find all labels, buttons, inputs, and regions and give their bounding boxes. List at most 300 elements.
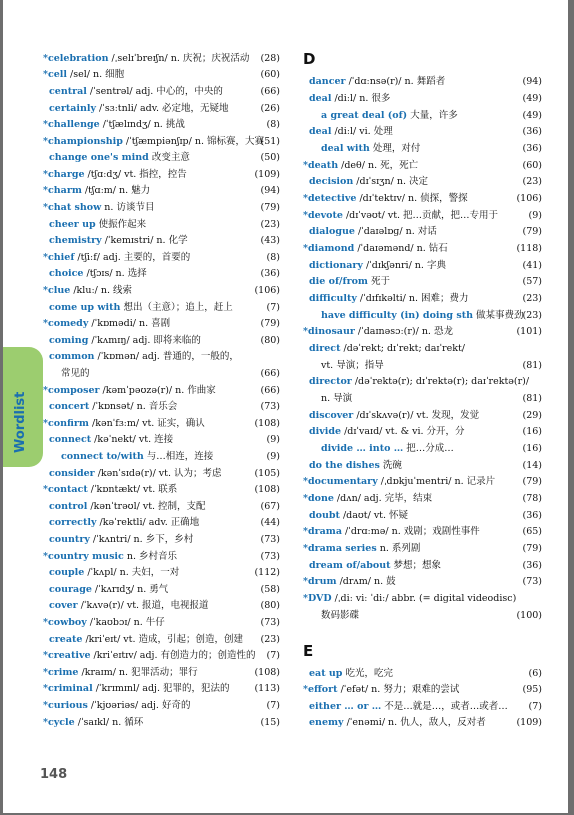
unit-reference: (73) (260, 534, 280, 545)
headword: deal with (321, 143, 370, 154)
definition: /kənˈsɪdə(r)/ vt. 认为；考虑 (94, 468, 222, 479)
star-marker: * (43, 484, 48, 495)
headword: difficulty (309, 293, 357, 304)
headword: championship (47, 136, 123, 147)
unit-reference: (80) (260, 335, 280, 346)
entry-row (321, 110, 542, 122)
entry-row (43, 551, 280, 563)
headword: common (49, 351, 95, 362)
headword: cell (47, 69, 68, 80)
definition: /kənˈtrəʊl/ vt. 控制，支配 (87, 501, 206, 512)
star-marker: * (303, 210, 308, 221)
unit-reference: (108) (254, 418, 280, 429)
definition: /daʊt/ vt. 怀疑 (339, 510, 409, 521)
unit-reference: (79) (522, 543, 542, 554)
entry-row (49, 468, 280, 480)
definition: /tʃɑːdʒ/ vt. 指控，控告 (84, 169, 187, 180)
headword: couple (49, 567, 85, 578)
definition: /ˈdaɪəlɒɡ/ n. 对话 (354, 226, 437, 237)
headword: challenge (47, 119, 100, 130)
unit-reference: (94) (522, 76, 542, 87)
definition: /dəˈrekt; dɪˈrekt; daɪˈrekt/ (340, 343, 466, 354)
definition: /ˈkɒnsət/ n. 音乐会 (89, 401, 178, 412)
definition: /ˈkʌntri/ n. 乡下，乡村 (89, 534, 194, 545)
unit-reference: (81) (522, 360, 542, 371)
entry-row (43, 484, 280, 496)
entry-row (309, 293, 542, 305)
entry-row (303, 210, 542, 222)
definition: 死于 (367, 276, 391, 287)
definition: /ˈkʌpl/ n. 夫妇，一对 (84, 567, 180, 578)
star-marker: * (43, 318, 48, 329)
unit-reference: (67) (260, 501, 280, 512)
entry-row (321, 443, 542, 455)
definition: /ˈenəmi/ n. 仇人，敌人，反对者 (343, 717, 486, 728)
star-marker: * (303, 326, 308, 337)
unit-reference: (7) (266, 700, 280, 711)
unit-reference: (8) (266, 119, 280, 130)
entry-row (43, 119, 280, 131)
definition: /ˈdɑːnsə(r)/ n. 舞蹈者 (345, 76, 446, 87)
headword: cover (49, 600, 78, 611)
unit-reference: (7) (266, 650, 280, 661)
unit-reference: (106) (516, 193, 542, 204)
star-marker: * (303, 593, 308, 604)
definition: /dɪˈskʌvə(r)/ vt. 发现，发觉 (353, 410, 480, 421)
unit-reference: (79) (260, 318, 280, 329)
headword: drama (307, 526, 342, 537)
entry-row (49, 86, 280, 98)
definition: 想出（主意）；追上，赶上 (120, 302, 233, 313)
star-marker: * (43, 385, 48, 396)
entry-row (49, 501, 280, 513)
star-marker: * (43, 169, 48, 180)
star-marker: * (43, 136, 48, 147)
definition: /ˈkɒmən/ adj. 普通的，一般的， (94, 351, 239, 362)
unit-reference: (79) (522, 226, 542, 237)
entry-row (43, 318, 280, 330)
definition: /ˈkjʊəriəs/ adj. 好奇的 (87, 700, 191, 711)
entry-row (309, 276, 542, 288)
star-marker: * (43, 252, 48, 263)
definition: /kriˈeɪt/ vt. 造成，引起；创造，创建 (82, 634, 244, 645)
unit-reference: (101) (516, 326, 542, 337)
unit-reference: (36) (522, 143, 542, 154)
definition: /dɪˈtektɪv/ n. 侦探，警探 (356, 193, 468, 204)
entry-row (309, 376, 542, 388)
headword: courage (49, 584, 92, 595)
unit-reference: (29) (522, 410, 542, 421)
headword: certainly (49, 103, 97, 114)
unit-reference: (43) (260, 235, 280, 246)
headword: deal (309, 93, 332, 104)
definition: /kənˈfɜːm/ vt. 证实，确认 (88, 418, 205, 429)
headword: enemy (309, 717, 344, 728)
entry-row (309, 176, 542, 188)
definition: /kriˈeɪtɪv/ adj. 有创造力的；创造性的 (90, 650, 256, 661)
definition: /dɪˈsɪʒn/ n. 决定 (353, 176, 429, 187)
entry-row (303, 326, 542, 338)
headword: effort (307, 684, 338, 695)
definition: /dɪˈvəʊt/ vt. 把…贡献，把…专用于 (342, 210, 499, 221)
star-marker: * (303, 160, 308, 171)
definition: /ˈkɒmədi/ n. 喜剧 (88, 318, 171, 329)
definition: /ˈtʃæmpiənʃɪp/ n. 锦标赛，大赛 (122, 136, 264, 147)
definition: /drʌm/ n. 鼓 (336, 576, 396, 587)
headword: decision (309, 176, 354, 187)
star-marker: * (303, 493, 308, 504)
definition: /ˈsɜːtnli/ adv. 必定地，无疑地 (96, 103, 229, 114)
entry-row (43, 418, 280, 430)
unit-reference: (79) (260, 202, 280, 213)
headword: divide … into … (321, 443, 404, 454)
headword: chief (47, 252, 75, 263)
headword: dictionary (309, 260, 363, 271)
unit-reference: (95) (522, 684, 542, 695)
entry-row (303, 160, 542, 172)
entry-row (303, 576, 542, 588)
definition: /ˈdɪfɪkəlti/ n. 困难；费力 (356, 293, 469, 304)
unit-reference: (73) (260, 401, 280, 412)
definition: n. 系列剧 (376, 543, 421, 554)
entry-row (303, 543, 542, 555)
unit-reference: (73) (260, 551, 280, 562)
star-marker: * (43, 717, 48, 728)
definition: /ˈkʌvə(r)/ vt. 报道，电视报道 (77, 600, 209, 611)
unit-reference: (7) (528, 701, 542, 712)
entry-row (321, 310, 542, 322)
unit-reference: (23) (522, 310, 542, 321)
headword: concert (49, 401, 90, 412)
definition: /ˈtʃælɪndʒ/ n. 挑战 (99, 119, 185, 130)
headword: director (309, 376, 352, 387)
entry-row (303, 193, 542, 205)
entry-row (49, 235, 280, 247)
entry-row (303, 593, 542, 605)
unit-reference: (66) (260, 385, 280, 396)
star-marker: * (43, 617, 48, 628)
definition: 使振作起来 (95, 219, 147, 230)
definition: 洗碗 (379, 460, 402, 471)
definition: 梦想；想象 (390, 560, 442, 571)
star-marker: * (303, 543, 308, 554)
unit-reference: (94) (260, 185, 280, 196)
star-marker: * (43, 285, 48, 296)
unit-reference: (15) (260, 717, 280, 728)
headword: documentary (307, 476, 378, 487)
entry-row (49, 335, 280, 347)
entry-row (43, 136, 280, 148)
definition: /kəˈnekt/ vt. 连接 (91, 434, 174, 445)
unit-reference: (79) (522, 476, 542, 487)
side-tab-label: Wordlist (13, 391, 28, 453)
page-number: 148 (40, 767, 68, 782)
definition: /ˈdɪkʃənri/ n. 字典 (362, 260, 446, 271)
headword: have difficulty (in) doing sth (321, 310, 474, 321)
headword: detective (307, 193, 357, 204)
entry-row (321, 360, 542, 372)
definition: /ˈkɒntækt/ vt. 联系 (87, 484, 178, 495)
headword: cycle (47, 717, 75, 728)
headword: chemistry (49, 235, 102, 246)
entry-row (321, 610, 542, 622)
unit-reference: (6) (528, 668, 542, 679)
unit-reference: (49) (522, 110, 542, 121)
definition: /ˈdaɪnəsɔː(r)/ n. 恐龙 (354, 326, 453, 337)
unit-reference: (7) (266, 302, 280, 313)
definition: 把…分成… (403, 443, 454, 454)
entry-row (49, 434, 280, 446)
unit-reference: (23) (522, 293, 542, 304)
definition: /ˈkaʊbɔɪ/ n. 牛仔 (86, 617, 165, 628)
headword: confirm (47, 418, 89, 429)
headword: cowboy (47, 617, 87, 628)
headword: criminal (47, 683, 93, 694)
headword: country music (47, 551, 124, 562)
headword: curious (47, 700, 88, 711)
definition: /ˈkrɪmɪnl/ adj. 犯罪的，犯法的 (92, 683, 230, 694)
entry-row (49, 534, 280, 546)
headword: come up with (49, 302, 121, 313)
entry-row (309, 226, 542, 238)
headword: control (49, 501, 88, 512)
headword: composer (47, 385, 100, 396)
unit-reference: (60) (522, 160, 542, 171)
headword: drama series (307, 543, 377, 554)
definition: 改变主意 (148, 152, 190, 163)
definition: /kəˈrektli/ adv. 正确地 (96, 517, 200, 528)
star-marker: * (303, 526, 308, 537)
entry-row (49, 103, 280, 115)
unit-reference: (23) (522, 176, 542, 187)
definition: /ˌdɒkjuˈmentri/ n. 记录片 (377, 476, 496, 487)
definition: /kəmˈpəʊzə(r)/ n. 作曲家 (99, 385, 216, 396)
definition: /ˌselɪˈbreɪʃn/ n. 庆祝；庆祝活动 (108, 53, 250, 64)
entry-row (43, 650, 280, 662)
headword: create (49, 634, 83, 645)
unit-reference: (8) (266, 252, 280, 263)
entry-row (43, 53, 280, 65)
entry-row (309, 410, 542, 422)
definition: /deθ/ n. 死，死亡 (338, 160, 419, 171)
unit-reference: (14) (522, 460, 542, 471)
entry-row (309, 93, 542, 105)
definition: /ˈkʌrɪdʒ/ n. 勇气 (91, 584, 169, 595)
headword: die of/from (309, 276, 368, 287)
definition: /tʃɑːm/ n. 魅力 (81, 185, 151, 196)
unit-reference: (28) (260, 53, 280, 64)
definition: /ˈdaɪəmənd/ n. 钻石 (354, 243, 448, 254)
entry-row (49, 268, 280, 280)
unit-reference: (66) (260, 368, 280, 379)
definition: /ˈefət/ n. 努力；艰难的尝试 (337, 684, 460, 695)
entry-row (309, 717, 542, 729)
unit-reference: (60) (260, 69, 280, 80)
definition: n. 乡村音乐 (123, 551, 178, 562)
definition: n. 访谈节目 (101, 202, 155, 213)
unit-reference: (58) (260, 584, 280, 595)
unit-reference: (9) (266, 434, 280, 445)
headword: devote (307, 210, 343, 221)
star-marker: * (303, 476, 308, 487)
wordlist-side-tab[interactable] (3, 347, 43, 467)
headword: eat up (309, 668, 343, 679)
definition: /tʃɔɪs/ n. 选择 (83, 268, 147, 279)
headword: contact (47, 484, 88, 495)
headword: celebration (47, 53, 109, 64)
unit-reference: (81) (522, 393, 542, 404)
definition: /kraɪm/ n. 犯罪活动；罪行 (78, 667, 198, 678)
definition: /ˈsentrəl/ adj. 中心的，中央的 (86, 86, 223, 97)
unit-reference: (118) (516, 243, 542, 254)
section-heading-d: D (303, 50, 316, 68)
headword: deal (309, 126, 332, 137)
definition: /ˈsaɪkl/ n. 循环 (74, 717, 144, 728)
unit-reference: (16) (522, 426, 542, 437)
unit-reference: (9) (528, 210, 542, 221)
unit-reference: (50) (260, 152, 280, 163)
star-marker: * (43, 119, 48, 130)
unit-reference: (49) (522, 93, 542, 104)
definition: /ˈkemɪstri/ n. 化学 (101, 235, 188, 246)
headword: cheer up (49, 219, 96, 230)
star-marker: * (303, 684, 308, 695)
definition: /sel/ n. 细胞 (67, 69, 125, 80)
definition: 处理，对付 (369, 143, 421, 154)
entry-row (61, 451, 280, 463)
headword: choice (49, 268, 84, 279)
headword: doubt (309, 510, 340, 521)
entry-row (49, 567, 280, 579)
unit-reference: (36) (260, 268, 280, 279)
star-marker: * (43, 650, 48, 661)
headword: clue (47, 285, 71, 296)
headword: comedy (47, 318, 89, 329)
entry-row (49, 152, 280, 164)
headword: dream of/about (309, 560, 391, 571)
entry-row (49, 600, 280, 612)
unit-reference: (80) (260, 600, 280, 611)
entry-row (49, 302, 280, 314)
unit-reference: (36) (522, 560, 542, 571)
entry-row (303, 476, 542, 488)
headword: dancer (309, 76, 346, 87)
definition: 数码影碟 (321, 610, 360, 621)
headword: chat show (47, 202, 102, 213)
headword: change one's mind (49, 152, 149, 163)
headword: DVD (307, 593, 332, 604)
entry-row (309, 426, 542, 438)
star-marker: * (43, 202, 48, 213)
unit-reference: (65) (522, 526, 542, 537)
star-marker: * (303, 193, 308, 204)
entry-row (43, 285, 280, 297)
star-marker: * (43, 683, 48, 694)
entry-row (43, 69, 280, 81)
entry-row (49, 401, 280, 413)
unit-reference: (105) (254, 468, 280, 479)
definition: 吃光，吃完 (342, 668, 393, 679)
definition: /dəˈrektə(r); dɪˈrektə(r); daɪˈrektə(r)/ (351, 376, 530, 387)
definition: /ˈkʌmɪŋ/ adj. 即将来临的 (88, 335, 201, 346)
entry-row (43, 252, 280, 264)
unit-reference: (41) (522, 260, 542, 271)
entry-row (309, 510, 542, 522)
entry-row (303, 493, 542, 505)
entry-row (43, 717, 280, 729)
unit-reference: (9) (266, 451, 280, 462)
star-marker: * (43, 185, 48, 196)
entry-row (43, 700, 280, 712)
headword: country (49, 534, 90, 545)
entry-row (61, 368, 280, 380)
entry-row (43, 185, 280, 197)
entry-row (309, 260, 542, 272)
unit-reference: (78) (522, 493, 542, 504)
headword: connect to/with (61, 451, 144, 462)
entry-row (43, 683, 280, 695)
headword: diamond (307, 243, 355, 254)
headword: charm (47, 185, 82, 196)
headword: do the dishes (309, 460, 380, 471)
unit-reference: (36) (522, 510, 542, 521)
entry-row (309, 343, 542, 355)
headword: coming (49, 335, 89, 346)
definition: n. 导演 (321, 393, 353, 404)
definition: /ˈdrɑːmə/ n. 戏剧；戏剧性事件 (341, 526, 480, 537)
entry-row (309, 668, 542, 680)
definition: 大量，许多 (407, 110, 458, 121)
definition: 与…相连，连接 (143, 451, 214, 462)
headword: direct (309, 343, 341, 354)
definition: 不是…就是…，或者…或者… (381, 701, 508, 712)
definition: /dʌn/ adj. 完毕，结束 (333, 493, 433, 504)
headword: creative (47, 650, 91, 661)
entry-row (49, 517, 280, 529)
unit-reference: (73) (260, 617, 280, 628)
headword: connect (49, 434, 92, 445)
entry-row (309, 126, 542, 138)
star-marker: * (43, 667, 48, 678)
dictionary-page (3, 0, 568, 813)
star-marker: * (43, 418, 48, 429)
star-marker: * (303, 243, 308, 254)
definition: /diːl/ vi. 处理 (331, 126, 393, 137)
headword: dialogue (309, 226, 355, 237)
unit-reference: (44) (260, 517, 280, 528)
entry-row (43, 202, 280, 214)
entry-row (49, 634, 280, 646)
entry-row (303, 243, 542, 255)
entry-row (309, 460, 542, 472)
definition: /dɪˈvaɪd/ vt. & vi. 分开，分 (341, 426, 465, 437)
definition: vt. 导演；指导 (321, 360, 384, 371)
entry-row (309, 560, 542, 572)
headword: charge (47, 169, 85, 180)
star-marker: * (43, 69, 48, 80)
entry-row (49, 351, 280, 363)
star-marker: * (303, 576, 308, 587)
unit-reference: (57) (522, 276, 542, 287)
entry-row (43, 667, 280, 679)
unit-reference: (106) (254, 285, 280, 296)
headword: crime (47, 667, 79, 678)
section-heading-e: E (303, 642, 314, 660)
entry-row (321, 143, 542, 155)
headword: dinosaur (307, 326, 355, 337)
entry-row (43, 617, 280, 629)
unit-reference: (108) (254, 484, 280, 495)
